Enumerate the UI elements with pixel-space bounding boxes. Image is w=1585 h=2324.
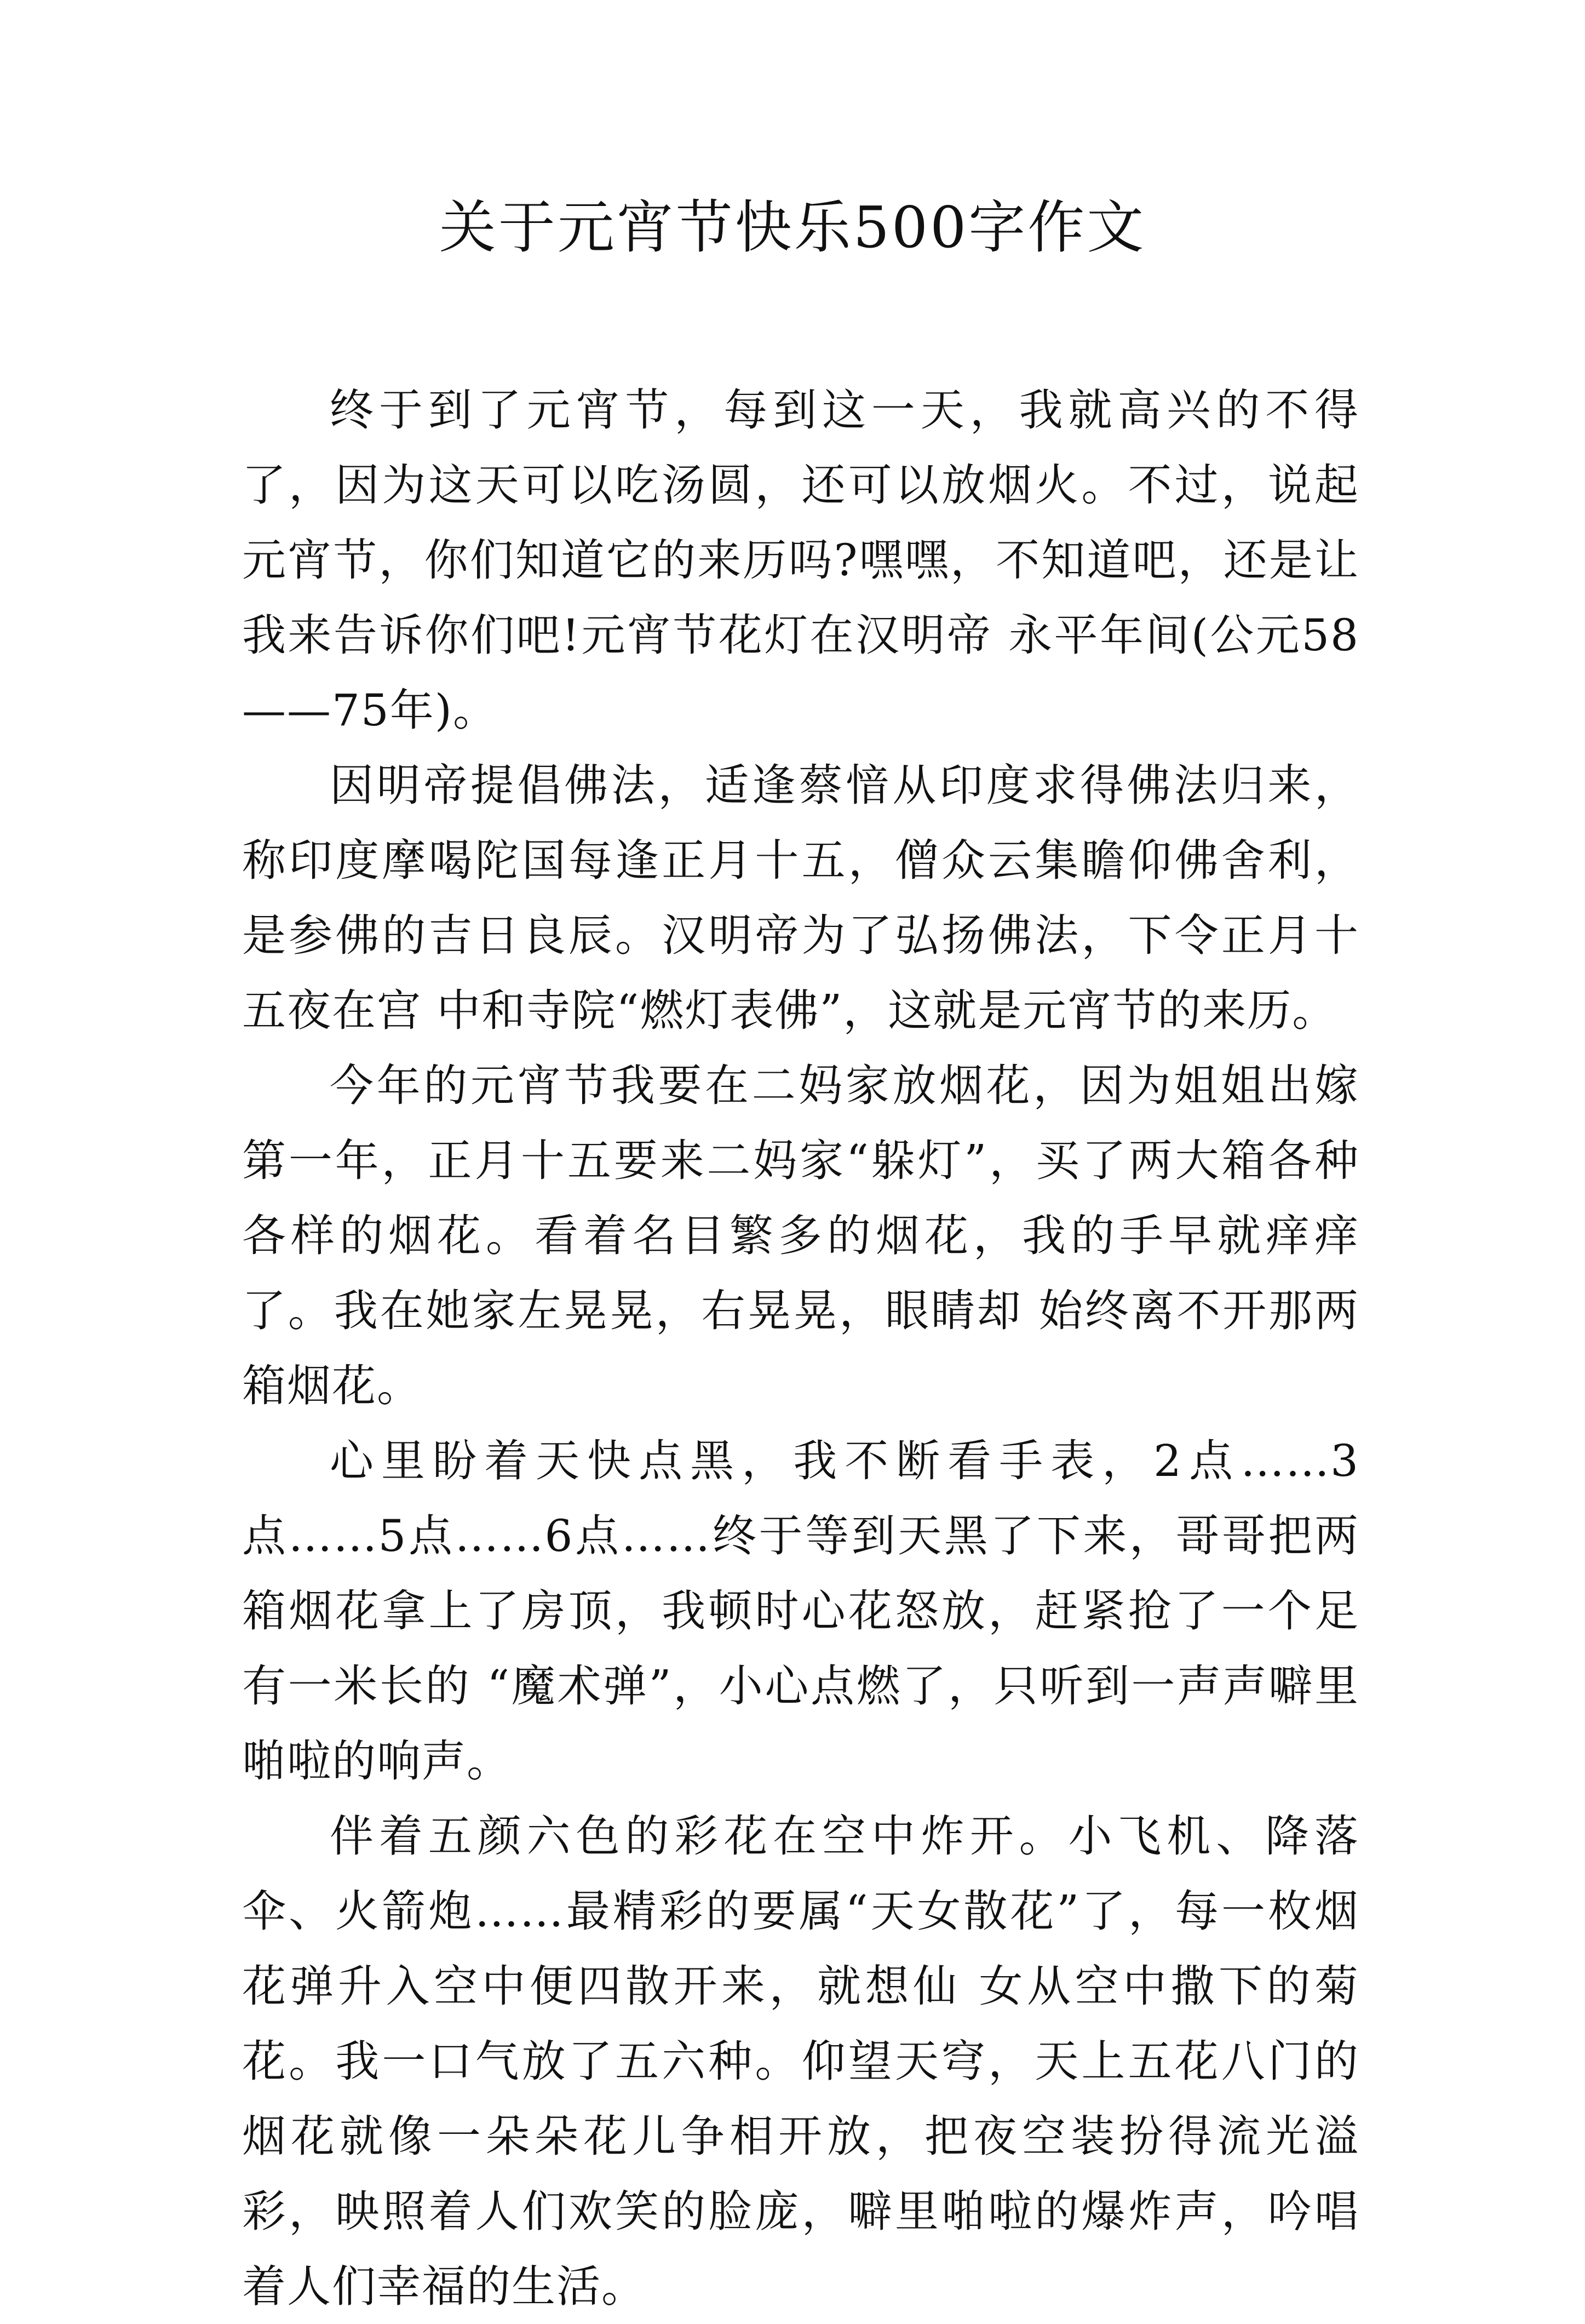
paragraph-1: 终于到了元宵节，每到这一天，我就高兴的不得了，因为这天可以吃汤圆，还可以放烟火。不过，说起元宵节，你们知道它的来历吗?嘿嘿，不知道吧，还是让我来告诉你们吧!元宵节花灯在汉明帝 永平年间(公元58——75年)。 xyxy=(242,385,1359,736)
paragraph-4: 心里盼着天快点黑，我不断看手表，2点……3点……5点……6点……终于等到天黑了下来，哥哥把两箱烟花拿上了房顶，我顿时心花怒放，赶紧抢了一个足有一米长的 “魔术弹”，小心点燃了，只听到一声声噼里啪啦的响声。 xyxy=(242,1435,1359,1787)
document-title: 关于元宵节快乐500字作文 xyxy=(439,194,1146,261)
paragraph-3: 今年的元宵节我要在二妈家放烟花，因为姐姐出嫁第一年，正月十五要来二妈家“躲灯”，买了两大箱各种各样的烟花。看着名目繁多的烟花，我的手早就痒痒了。我在她家左晃晃，右晃晃，眼睛却 始终离不开那两箱烟花。 xyxy=(242,1060,1359,1411)
paragraph-5: 伴着五颜六色的彩花在空中炸开。小飞机、降落伞、火箭炮……最精彩的要属“天女散花”了，每一枚烟花弹升入空中便四散开来，就想仙 女从空中撒下的菊花。我一口气放了五六种。仰望天穹，天上五花八门的烟花就像一朵朵花儿争相开放，把夜空装扮得流光溢彩，映照着人们欢笑的脸庞，噼里啪啦的爆炸声，吟唱着人们幸福的生活。 xyxy=(242,1811,1359,2312)
essay-body xyxy=(242,373,1359,2324)
paragraph-2: 因明帝提倡佛法，适逢蔡愔从印度求得佛法归来，称印度摩喝陀国每逢正月十五，僧众云集瞻仰佛舍利，是参佛的吉日良辰。汉明帝为了弘扬佛法，下令正月十五夜在宫 中和寺院“燃灯表佛”，这就是元宵节的来历。 xyxy=(242,760,1359,1036)
